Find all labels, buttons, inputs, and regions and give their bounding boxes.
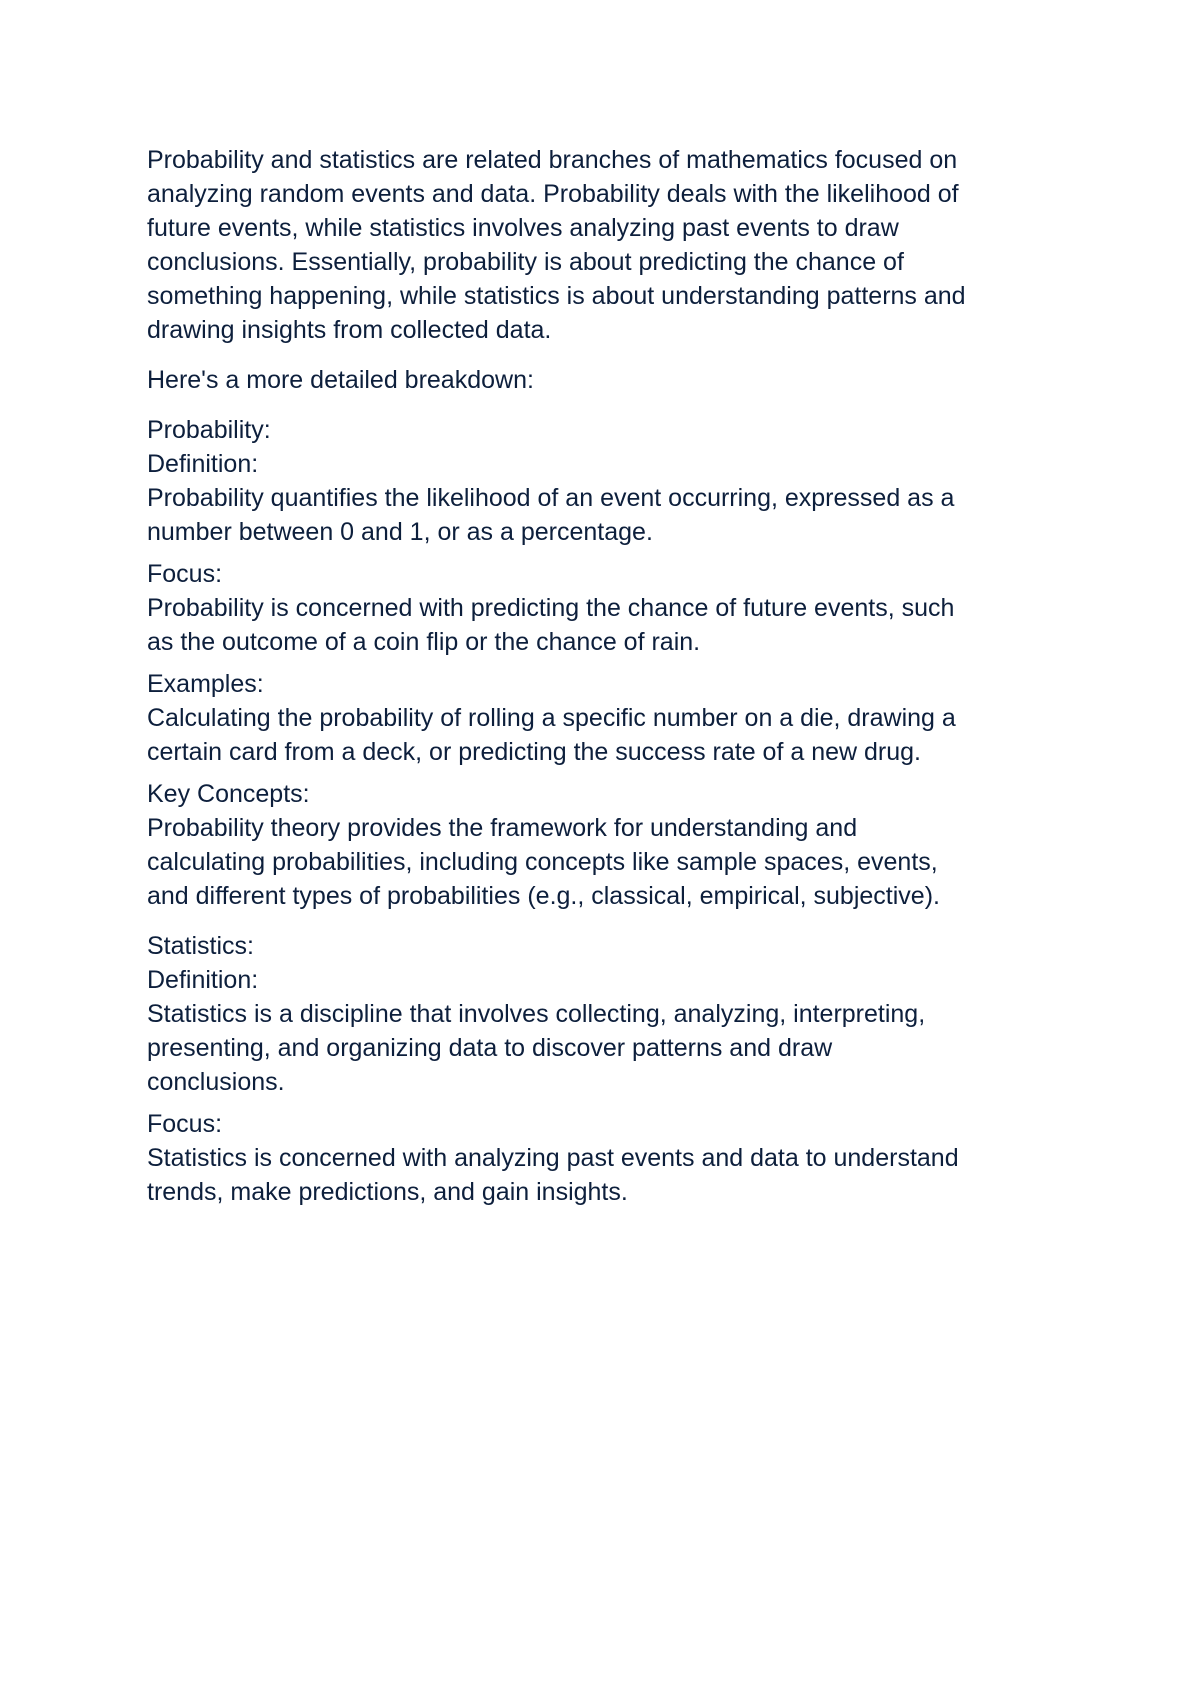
document-body xyxy=(147,143,1067,1217)
probability-examples-text: Calculating the probability of rolling a specific number on a die, drawing a certain card from a deck, or predicting the success rate of a new drug. xyxy=(147,704,956,766)
breakdown-paragraph: Here's a more detailed breakdown: xyxy=(147,366,534,394)
probability-key-concepts-label: Key Concepts: xyxy=(147,780,310,808)
statistics-focus-label: Focus: xyxy=(147,1110,223,1138)
statistics-heading: Statistics: xyxy=(147,932,254,960)
statistics-definition-text: Statistics is a discipline that involves collecting, analyzing, interpreting, presenting, and organizing data to discover patterns and draw conclusions. xyxy=(147,1000,926,1096)
probability-focus-label: Focus: xyxy=(147,560,223,588)
probability-focus-text: Probability is concerned with predicting the chance of future events, such as the outcome of a coin flip or the chance of rain. xyxy=(147,594,955,656)
statistics-definition-label: Definition: xyxy=(147,966,259,994)
statistics-focus-text: Statistics is concerned with analyzing past events and data to understand trends, make predictions, and gain insights. xyxy=(147,1144,959,1206)
probability-examples-label: Examples: xyxy=(147,670,264,698)
intro-paragraph: Probability and statistics are related branches of mathematics focused on analyzing random events and data. Probability deals with the likelihood of future events, while statistics involves analyzing past events to draw conclusions. Essentially, probability is about predicting the chance of something happening, while statistics is about understanding patterns and drawing insights from collected data. xyxy=(147,146,966,344)
probability-definition-text: Probability quantifies the likelihood of an event occurring, expressed as a number between 0 and 1, or as a percentage. xyxy=(147,484,955,546)
probability-definition-label: Definition: xyxy=(147,450,259,478)
probability-key-concepts-text: Probability theory provides the framework for understanding and calculating probabilities, including concepts like sample spaces, events, and different types of probabilities (e.g., classical, empirical, subjective). xyxy=(147,814,940,910)
probability-heading: Probability: xyxy=(147,416,271,444)
